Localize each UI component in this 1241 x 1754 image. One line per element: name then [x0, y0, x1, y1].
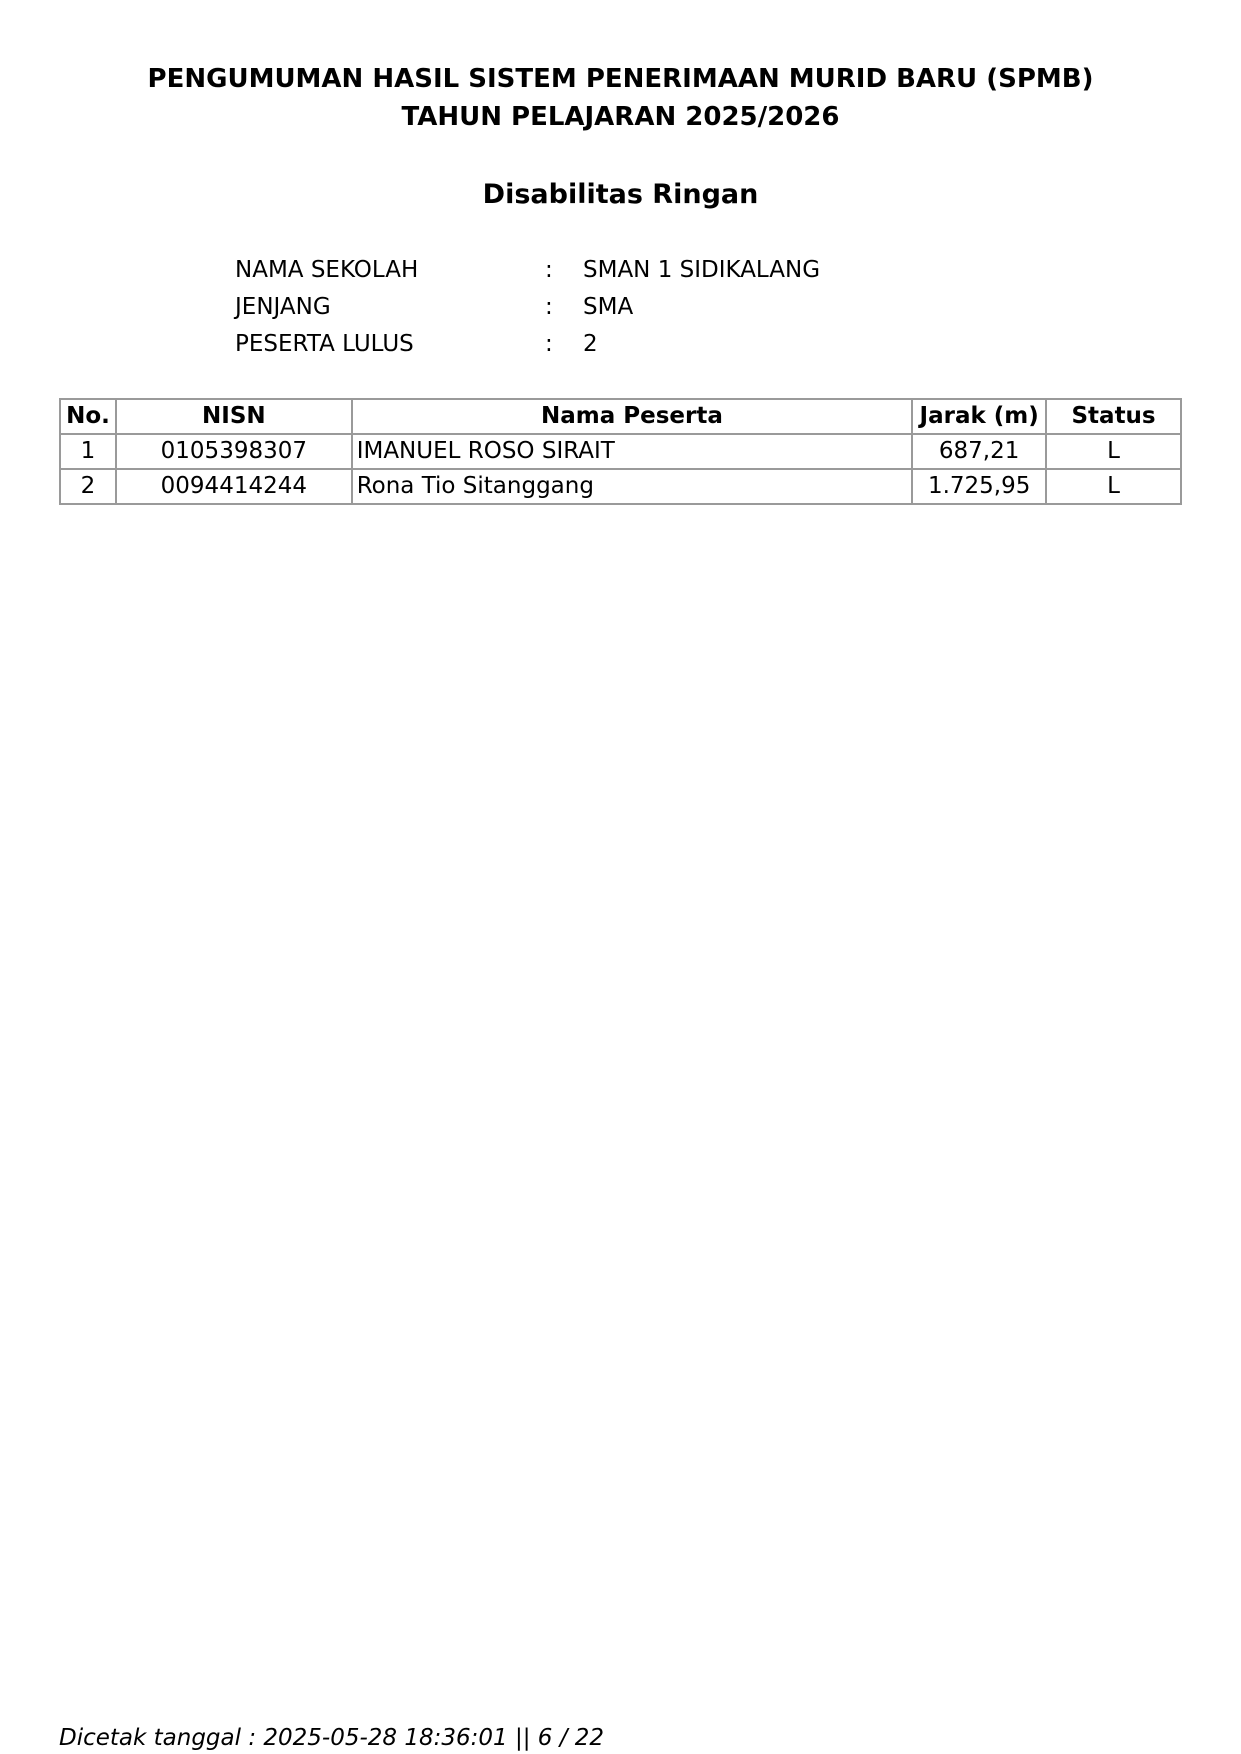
cell-nama: Rona Tio Sitanggang [352, 469, 913, 504]
header-no: No. [60, 399, 116, 434]
cell-status: L [1046, 469, 1181, 504]
info-label: PESERTA LULUS [235, 331, 414, 357]
cell-nisn: 0094414244 [116, 469, 352, 504]
results-table [59, 398, 1182, 505]
cell-no: 2 [60, 469, 116, 504]
info-row-passed-count [235, 326, 820, 363]
document-title [0, 60, 1241, 136]
cell-nisn: 0105398307 [116, 434, 352, 469]
info-value: SMAN 1 SIDIKALANG [583, 257, 821, 283]
info-colon: : [545, 331, 553, 357]
school-info [235, 252, 820, 363]
title-line-2: TAHUN PELAJARAN 2025/2026 [401, 102, 840, 132]
info-label: JENJANG [235, 294, 331, 320]
info-value: SMA [583, 294, 634, 320]
cell-nama: IMANUEL ROSO SIRAIT [352, 434, 913, 469]
info-colon: : [545, 294, 553, 320]
cell-no: 1 [60, 434, 116, 469]
cell-jarak: 687,21 [912, 434, 1046, 469]
info-row-school-name [235, 252, 820, 289]
header-nisn: NISN [116, 399, 352, 434]
info-label: NAMA SEKOLAH [235, 257, 419, 283]
header-status: Status [1046, 399, 1181, 434]
info-colon: : [545, 257, 553, 283]
header-jarak: Jarak (m) [912, 399, 1046, 434]
print-footer: Dicetak tanggal : 2025-05-28 18:36:01 || 6 / 22 [59, 1725, 605, 1751]
table-row [60, 469, 1181, 504]
cell-status: L [1046, 434, 1181, 469]
table-row [60, 434, 1181, 469]
table-header-row [60, 399, 1181, 434]
header-nama: Nama Peserta [352, 399, 913, 434]
category-heading: Disabilitas Ringan [482, 179, 759, 210]
info-value: 2 [583, 331, 598, 357]
title-line-1: PENGUMUMAN HASIL SISTEM PENERIMAAN MURID BARU (SPMB) [147, 64, 1094, 94]
info-row-level [235, 289, 820, 326]
cell-jarak: 1.725,95 [912, 469, 1046, 504]
